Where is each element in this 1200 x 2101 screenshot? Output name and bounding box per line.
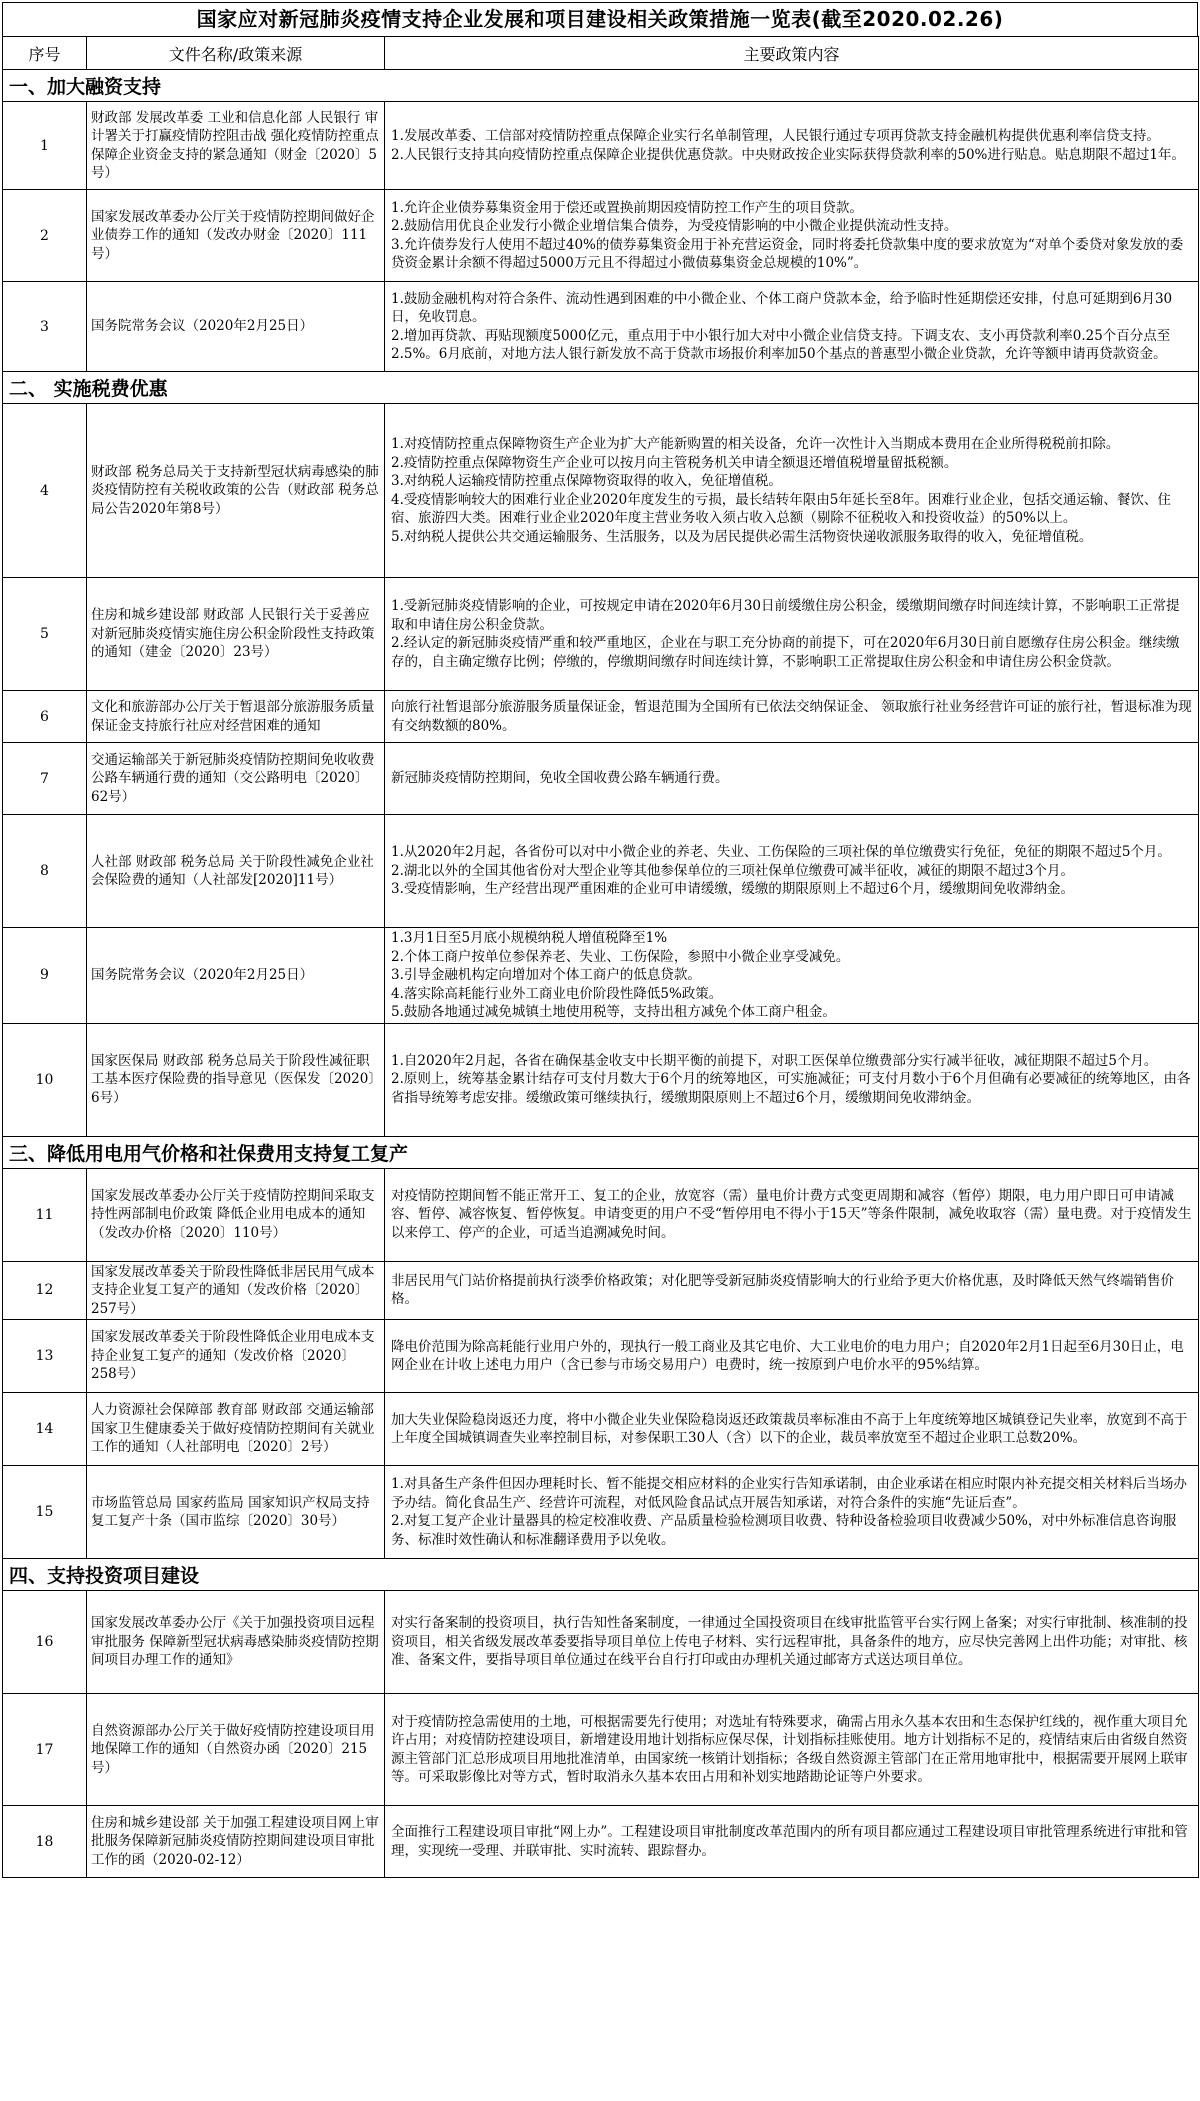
- policy-content: [385, 1393, 1199, 1466]
- policy-content: [385, 1320, 1199, 1393]
- policy-source: 住房和城乡建设部 财政部 人民银行关于妥善应对新冠肺炎疫情实施住房公积金阶段性支持政策的通知（建金〔2020〕23号）: [87, 578, 385, 691]
- header-num: 序号: [3, 37, 87, 70]
- policy-paragraph: 2.人民银行支持其向疫情防控重点保障企业提供优惠贷款。中央财政按企业实际获得贷款利率的50%进行贴息。贴息期限不超过1年。: [391, 146, 1185, 163]
- policy-paragraph: 加大失业保险稳岗返还力度，将中小微企业失业保险稳岗返还政策裁员率标准由不高于上年度统筹地区城镇登记失业率，放宽到不高于上年度全国城镇调查失业率控制目标，对参保职工30人（含）以下的企业，裁员率放宽至不超过企业职工总数20%。: [391, 1411, 1188, 1446]
- policy-paragraph: 4.落实除高耗能行业外工商业电价阶段性降低5%政策。: [391, 985, 723, 1002]
- policy-source: 国家发展改革委关于阶段性降低非居民用气成本支持企业复工复产的通知（发改价格〔2020〕257号）: [87, 1261, 385, 1320]
- section-row: [3, 372, 1199, 404]
- policy-paragraph: 3.允许债券发行人使用不超过40%的债券募集资金用于补充营运资金，同时将委托贷款集中度的要求放宽为“对单个委贷对象发放的委贷资金累计余额不得超过5000万元且不得超过小微债募集资金总规模的10%”。: [391, 236, 1184, 271]
- table-row: [3, 578, 1199, 691]
- policy-source: 国家发展改革委办公厅关于疫情防控期间做好企业债券工作的通知（发改办财金〔2020〕111号）: [87, 190, 385, 282]
- policy-paragraph: 2.经认定的新冠肺炎疫情严重和较严重地区，企业在与职工充分协商的前提下，可在2020年6月30日前自愿缴存住房公积金。继续缴存的，自主确定缴存比例；停缴的，停缴期间缴存时间连续计算，不影响职工正常提取住房公积金和申请住房公积金贷款。: [391, 635, 1180, 670]
- policy-paragraph: 对疫情防控期间暂不能正常开工、复工的企业，放宽容（需）量电价计费方式变更周期和减容（暂停）期限，电力用户即日可申请减容、暂停、减容恢复、暂停恢复。申请变更的用户不受“暂停用电不得小于15天”等条件限制，减免收取容（需）量电费。对于疫情发生以来停工、停产的企业，可适当追溯减免时间。: [391, 1187, 1192, 1241]
- policy-table: [2, 36, 1199, 1878]
- section-row: [3, 1136, 1199, 1168]
- row-number: 6: [3, 691, 87, 743]
- policy-source: 国家发展改革委办公厅关于疫情防控期间采取支持性两部制电价政策 降低企业用电成本的通知（发改办价格〔2020〕110号）: [87, 1168, 385, 1261]
- policy-paragraph: 1.自2020年2月起，各省在确保基金收支中长期平衡的前提下，对职工医保单位缴费部分实行减半征收，减征期限不超过5个月。: [391, 1052, 1158, 1069]
- policy-source: 文化和旅游部办公厅关于暂退部分旅游服务质量保证金支持旅行社应对经营困难的通知: [87, 691, 385, 743]
- table-row: [3, 404, 1199, 578]
- section-row: [3, 70, 1199, 102]
- policy-paragraph: 3.受疫情影响，生产经营出现严重困难的企业可申请缓缴，缓缴的期限原则上不超过6个月，缓缴期间免收滞纳金。: [391, 881, 1074, 898]
- policy-paragraph: 1.对具备生产条件但因办理耗时长、暂不能提交相应材料的企业实行告知承诺制，由企业承诺在相应时限内补充提交相关材料后当场办予办结。简化食品生产、经营许可流程，对低风险食品试点开展告知承诺，对符合条件的实施“先证后查”。: [391, 1476, 1187, 1511]
- row-number: 12: [3, 1261, 87, 1320]
- row-number: 7: [3, 743, 87, 815]
- policy-paragraph: 对于疫情防控急需使用的土地，可根据需要先行使用；对选址有特殊要求，确需占用永久基本农田和生态保护红线的，视作重大项目允许占用；对疫情防控建设项目，新增建设用地计划指标应保尽保，计划指标挂账使用。地方计划指标不足的，疫情结束后由省级自然资源主管部门汇总形成项目用地批准清单，由国家统一核销计划指标；各级自然资源主管部门在正常用地审批中，根据需要开展网上联审等。可采取影像比对等方式，暂时取消永久基本农田占用和补划实地踏勘论证等户外要求。: [391, 1713, 1188, 1785]
- policy-paragraph: 1.3月1日至5月底小规模纳税人增值税降至1%: [391, 930, 668, 946]
- table-body: [3, 70, 1199, 1878]
- policy-source: 自然资源部办公厅关于做好疫情防控建设项目用地保障工作的通知（自然资办函〔2020〕215号）: [87, 1694, 385, 1806]
- policy-source: 人力资源社会保障部 教育部 财政部 交通运输部 国家卫生健康委关于做好疫情防控期间有关就业工作的通知（人社部明电〔2020〕2号）: [87, 1393, 385, 1466]
- policy-paragraph: 5.鼓励各地通过减免城镇土地使用税等，支持出租方减免个体工商户租金。: [391, 1004, 836, 1020]
- row-number: 16: [3, 1591, 87, 1694]
- policy-paragraph: 3.对纳税人运输疫情防控重点保障物资取得的收入，免征增值税。: [391, 473, 782, 489]
- policy-content: [385, 190, 1199, 282]
- policy-content: [385, 691, 1199, 743]
- policy-paragraph: 1.鼓励金融机构对符合条件、流动性遇到困难的中小微企业、个体工商户贷款本金，给予临时性延期偿还安排，付息可延期到6月30日，免收罚息。: [391, 290, 1173, 325]
- row-number: 4: [3, 404, 87, 578]
- section-row: [3, 1559, 1199, 1591]
- row-number: 11: [3, 1168, 87, 1261]
- policy-paragraph: 2.疫情防控重点保障物资生产企业可以按月向主管税务机关申请全额退还增值税增量留抵税额。: [391, 454, 958, 471]
- policy-paragraph: 1.允许企业债券募集资金用于偿还或置换前期因疫情防控工作产生的项目贷款。: [391, 199, 863, 216]
- table-row: [3, 1466, 1199, 1559]
- policy-content: [385, 1261, 1199, 1320]
- table-row: [3, 1320, 1199, 1393]
- policy-source: 国家发展改革委关于阶段性降低企业用电成本支持企业复工复产的通知（发改价格〔2020〕258号）: [87, 1320, 385, 1393]
- policy-source: 国家医保局 财政部 税务总局关于阶段性减征职工基本医疗保险费的指导意见（医保发〔2020〕6号）: [87, 1023, 385, 1136]
- row-number: 8: [3, 815, 87, 928]
- policy-source: 交通运输部关于新冠肺炎疫情防控期间免收收费公路车辆通行费的通知（交公路明电〔2020〕62号）: [87, 743, 385, 815]
- section-title: 二、 实施税费优惠: [3, 372, 1199, 404]
- policy-content: [385, 1023, 1199, 1136]
- row-number: 13: [3, 1320, 87, 1393]
- table-row: [3, 102, 1199, 190]
- policy-paragraph: 1.从2020年2月起，各省份可以对中小微企业的养老、失业、工伤保险的三项社保的单位缴费实行免征，免征的期限不超过5个月。: [391, 844, 1171, 861]
- table-row: [3, 743, 1199, 815]
- table-row: [3, 1591, 1199, 1694]
- policy-paragraph: 1.受新冠肺炎疫情影响的企业，可按规定申请在2020年6月30日前缓缴住房公积金，缓缴期间缴存时间连续计算，不影响职工正常提取和申请住房公积金贷款。: [391, 598, 1180, 633]
- policy-paragraph: 2.个体工商户按单位参保养老、失业、工伤保险，参照中小微企业享受减免。: [391, 948, 850, 965]
- table-row: [3, 282, 1199, 372]
- policy-paragraph: 2.原则上，统筹基金累计结存可支付月数大于6个月的统筹地区，可实施减征；可支付月数小于6个月但确有必要减征的统筹地区，由各省指导统筹考虑安排。缓缴政策可继续执行，缓缴期限原则上不超过6个月，缓缴期间免收滞纳金。: [391, 1071, 1191, 1106]
- policy-source: 国务院常务会议（2020年2月25日）: [87, 928, 385, 1024]
- policy-paragraph: 新冠肺炎疫情防控期间，免收全国收费公路车辆通行费。: [391, 770, 729, 787]
- section-title: 三、降低用电用气价格和社保费用支持复工复产: [3, 1136, 1199, 1168]
- section-title: 四、支持投资项目建设: [3, 1559, 1199, 1591]
- table-row: [3, 691, 1199, 743]
- policy-content: [385, 578, 1199, 691]
- policy-source: 财政部 发展改革委 工业和信息化部 人民银行 审计署关于打赢疫情防控阻击战 强化疫情防控重点保障企业资金支持的紧急通知（财金〔2020〕5号）: [87, 102, 385, 190]
- row-number: 3: [3, 282, 87, 372]
- table-row: [3, 1393, 1199, 1466]
- row-number: 17: [3, 1694, 87, 1806]
- policy-source: 住房和城乡建设部 关于加强工程建设项目网上审批服务保障新冠肺炎疫情防控期间建设项目审批工作的函（2020-02-12）: [87, 1806, 385, 1878]
- section-title: 一、加大融资支持: [3, 70, 1199, 102]
- policy-content: [385, 1591, 1199, 1694]
- policy-content: [385, 1806, 1199, 1878]
- row-number: 9: [3, 928, 87, 1024]
- policy-content: [385, 102, 1199, 190]
- policy-content: [385, 404, 1199, 578]
- policy-source: 市场监管总局 国家药监局 国家知识产权局支持复工复产十条（国市监综〔2020〕30号）: [87, 1466, 385, 1559]
- table-row: [3, 1806, 1199, 1878]
- row-number: 5: [3, 578, 87, 691]
- policy-content: [385, 1694, 1199, 1806]
- table-row: [3, 1023, 1199, 1136]
- policy-paragraph: 1.发展改革委、工信部对疫情防控重点保障企业实行名单制管理，人民银行通过专项再贷款支持金融机构提供优惠利率信贷支持。: [391, 128, 1160, 144]
- policy-paragraph: 2.鼓励信用优良企业发行小微企业增信集合债券，为受疫情影响的中小微企业提供流动性支持。: [391, 218, 958, 234]
- policy-source: 国家发展改革委办公厅《关于加强投资项目远程审批服务 保障新型冠状病毒感染肺炎疫情防控期间项目办理工作的通知》: [87, 1591, 385, 1694]
- policy-paragraph: 非居民用气门站价格提前执行淡季价格政策；对化肥等受新冠肺炎疫情影响大的行业给予更大价格优惠，及时降低天然气终端销售价格。: [391, 1272, 1174, 1308]
- row-number: 14: [3, 1393, 87, 1466]
- policy-paragraph: 对实行备案制的投资项目，执行告知性备案制度，一律通过全国投资项目在线审批监管平台实行网上备案；对实行审批制、核准制的投资项目，相关省级发展改革委要指导项目单位上传电子材料、实行远程审批，具备条件的地方，应尽快完善网上出件功能；对审批、核准、备案文件，要指导项目单位通过在线平台自行打印或由办理机关通过邮寄方式送达项目单位。: [391, 1615, 1188, 1669]
- policy-paragraph: 5.对纳税人提供公共交通运输服务、生活服务，以及为居民提供必需生活物资快递收派服务取得的收入，免征增值税。: [391, 528, 1093, 545]
- policy-content: [385, 1168, 1199, 1261]
- policy-source: 人社部 财政部 税务总局 关于阶段性减免企业社会保险费的通知（人社部发[2020]11号）: [87, 815, 385, 928]
- policy-paragraph: 2.对复工复产企业计量器具的检定校准收费、产品质量检验检测项目收费、特种设备检验项目收费减少50%，对中外标准信息咨询服务、标准时效性确认和标准翻译费用予以免收。: [391, 1513, 1177, 1548]
- policy-paragraph: 2.增加再贷款、再贴现额度5000亿元，重点用于中小银行加大对中小微企业信贷支持。下调支农、支小再贷款利率0.25个百分点至2.5%。6月底前，对地方法人银行新发放不高于贷款市场报价利率加50个基点的普惠型小微企业贷款，允许等额申请再贷款资金。: [391, 327, 1171, 362]
- policy-paragraph: 降电价范围为除高耗能行业用户外的，现执行一般工商业及其它电价、大工业电价的电力用户；自2020年2月1日起至6月30日止，电网企业在计收上述电力用户（含已参与市场交易用户）电费时，统一按原到户电价水平的95%结算。: [391, 1338, 1184, 1373]
- policy-content: [385, 815, 1199, 928]
- table-row: [3, 1168, 1199, 1261]
- policy-paragraph: 4.受疫情影响较大的困难行业企业2020年度发生的亏损，最长结转年限由5年延长至8年。困难行业企业，包括交通运输、餐饮、住宿、旅游四大类。困难行业企业2020年度主营业务收入须占收入总额（剔除不征税收入和投资收益）的50%以上。: [391, 491, 1171, 526]
- header-content: 主要政策内容: [385, 37, 1199, 70]
- table-row: [3, 190, 1199, 282]
- row-number: 15: [3, 1466, 87, 1559]
- row-number: 18: [3, 1806, 87, 1878]
- policy-paragraph: 1.对疫情防控重点保障物资生产企业为扩大产能新购置的相关设备，允许一次性计入当期成本费用在企业所得税税前扣除。: [391, 436, 1120, 452]
- row-number: 2: [3, 190, 87, 282]
- header-source: 文件名称/政策来源: [87, 37, 385, 70]
- policy-content: [385, 928, 1199, 1024]
- policy-paragraph: 全面推行工程建设项目审批“网上办”。工程建设项目审批制度改革范围内的所有项目都应通过工程建设项目审批管理系统进行审批和管理，实现统一受理、并联审批、实时流转、跟踪督办。: [391, 1824, 1188, 1859]
- table-row: [3, 815, 1199, 928]
- table-row: [3, 928, 1199, 1024]
- policy-content: [385, 743, 1199, 815]
- document-title: 国家应对新冠肺炎疫情支持企业发展和项目建设相关政策措施一览表(截至2020.02.26): [2, 2, 1198, 36]
- header-row: [3, 37, 1199, 70]
- policy-source: 国务院常务会议（2020年2月25日）: [87, 282, 385, 372]
- policy-document: [2, 2, 1198, 1878]
- policy-content: [385, 1466, 1199, 1559]
- policy-source: 财政部 税务总局关于支持新型冠状病毒感染的肺炎疫情防控有关税收政策的公告（财政部 税务总局公告2020年第8号）: [87, 404, 385, 578]
- table-row: [3, 1261, 1199, 1320]
- table-row: [3, 1694, 1199, 1806]
- policy-paragraph: 向旅行社暂退部分旅游服务质量保证金，暂退范围为全国所有已依法交纳保证金、 领取旅行社业务经营许可证的旅行社，暂退标准为现有交纳数额的80%。: [391, 699, 1192, 734]
- policy-paragraph: 2.湖北以外的全国其他省份对大型企业等其他参保单位的三项社保单位缴费可减半征收，减征的期限不超过3个月。: [391, 862, 1074, 879]
- policy-content: [385, 282, 1199, 372]
- row-number: 10: [3, 1023, 87, 1136]
- row-number: 1: [3, 102, 87, 190]
- policy-paragraph: 3.引导金融机构定向增加对个体工商户的低息贷款。: [391, 967, 701, 983]
